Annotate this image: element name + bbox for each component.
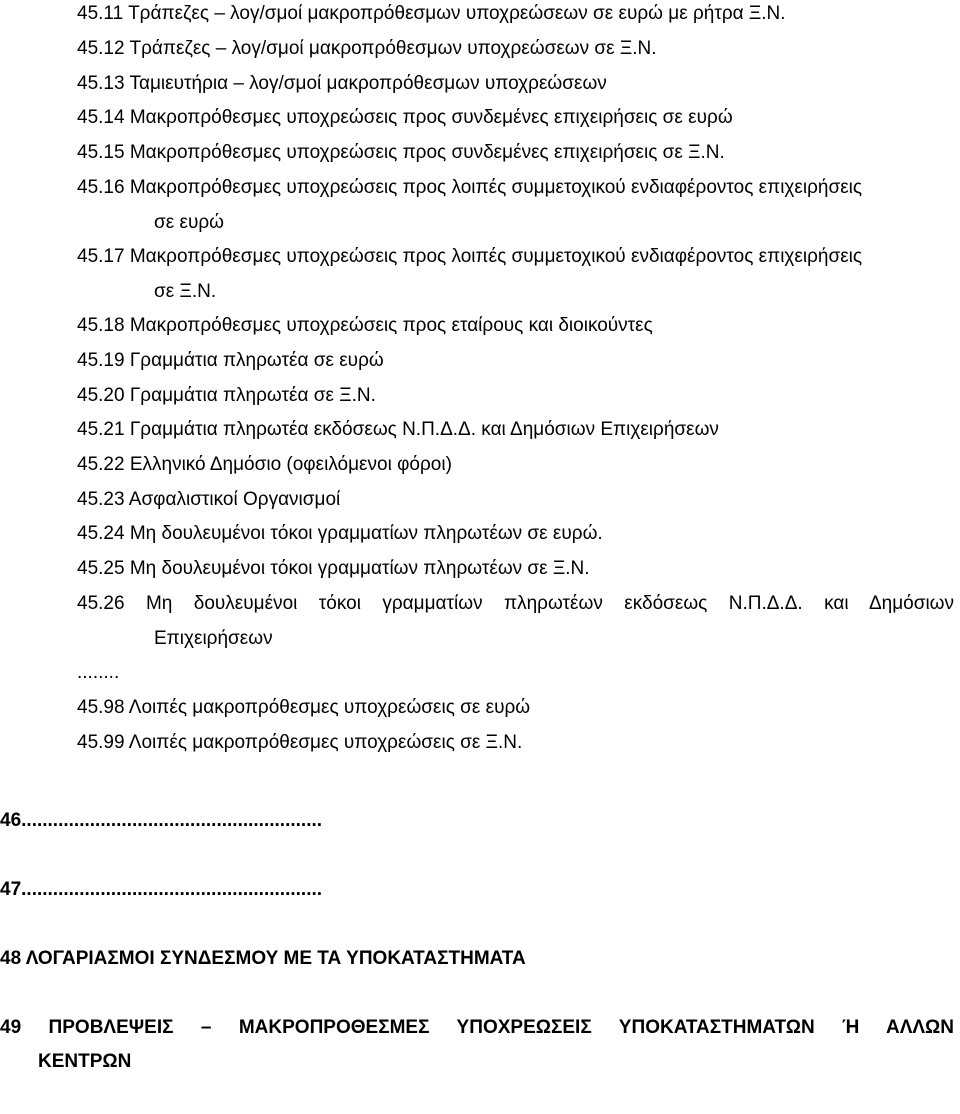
account-45-13: 45.13 Ταμιευτήρια – λογ/σμοί μακροπρόθεσμων υποχρεώσεων xyxy=(77,73,607,94)
account-45-16-line2: σε ευρώ xyxy=(154,212,224,233)
account-45-17-line2: σε Ξ.Ν. xyxy=(154,281,217,302)
ellipsis: ........ xyxy=(77,662,120,683)
account-45-11: 45.11 Τράπεζες – λογ/σμοί μακροπρόθεσμων υποχρεώσεων σε ευρώ με ρήτρα Ξ.Ν. xyxy=(77,3,786,24)
account-45-17 xyxy=(77,245,954,304)
account-45-26-line1: 45.26 Μη δουλευμένοι τόκοι γραμματίων πληρωτέων εκδόσεως Ν.Π.Δ.Δ. και Δημόσιων xyxy=(77,593,954,614)
account-45-25: 45.25 Μη δουλευμένοι τόκοι γραμματίων πληρωτέων σε Ξ.Ν. xyxy=(77,558,590,579)
account-45-23: 45.23 Ασφαλιστικοί Οργανισμοί xyxy=(77,489,341,510)
account-45-17-line1: 45.17 Μακροπρόθεσμες υποχρεώσεις προς λοιπές συμμετοχικού ενδιαφέροντος επιχειρήσεις xyxy=(77,246,863,267)
account-45-20: 45.20 Γραμμάτια πληρωτέα σε Ξ.Ν. xyxy=(77,385,376,406)
account-45-22: 45.22 Ελληνικό Δημόσιο (οφειλόμενοι φόροι) xyxy=(77,454,452,475)
account-45-16 xyxy=(77,176,954,235)
heading-48: 48 ΛΟΓΑΡΙΑΣΜΟΙ ΣΥΝΔΕΣΜΟΥ ΜΕ ΤΑ ΥΠΟΚΑΤΑΣΤΗΜΑΤΑ xyxy=(0,948,526,969)
account-45-12: 45.12 Τράπεζες – λογ/σμοί μακροπρόθεσμων υποχρεώσεων σε Ξ.Ν. xyxy=(77,38,657,59)
account-45-18: 45.18 Μακροπρόθεσμες υποχρεώσεις προς εταίρους και διοικούντες xyxy=(77,315,653,336)
account-45-14: 45.14 Μακροπρόθεσμες υποχρεώσεις προς συνδεμένες επιχειρήσεις σε ευρώ xyxy=(77,107,733,128)
account-45-16-line1: 45.16 Μακροπρόθεσμες υποχρεώσεις προς λοιπές συμμετοχικού ενδιαφέροντος επιχειρήσεις xyxy=(77,177,863,198)
heading-49-line1: 49 ΠΡΟΒΛΕΨΕΙΣ – ΜΑΚΡΟΠΡΟΘΕΣΜΕΣ ΥΠΟΧΡΕΩΣΕΙΣ ΥΠΟΚΑΤΑΣΤΗΜΑΤΩΝ Ή ΑΛΛΩΝ xyxy=(0,1017,954,1038)
account-45-21: 45.21 Γραμμάτια πληρωτέα εκδόσεως Ν.Π.Δ.Δ. και Δημόσιων Επιχειρήσεων xyxy=(77,419,719,440)
account-45-26-line2: Επιχειρήσεων xyxy=(154,628,273,649)
account-45-99: 45.99 Λοιπές μακροπρόθεσμες υποχρεώσεις σε Ξ.Ν. xyxy=(77,732,523,753)
heading-49 xyxy=(0,1016,954,1074)
account-45-98: 45.98 Λοιπές μακροπρόθεσμες υποχρεώσεις σε ευρώ xyxy=(77,697,531,718)
account-45-19: 45.19 Γραμμάτια πληρωτέα σε ευρώ xyxy=(77,350,384,371)
heading-49-line2: ΚΕΝΤΡΩΝ xyxy=(38,1051,132,1072)
account-45-26 xyxy=(77,592,954,651)
account-45-24: 45.24 Μη δουλευμένοι τόκοι γραμματίων πληρωτέων σε ευρώ. xyxy=(77,523,603,544)
heading-46: 46......................................................... xyxy=(0,810,323,831)
account-45-15: 45.15 Μακροπρόθεσμες υποχρεώσεις προς συνδεμένες επιχειρήσεις σε Ξ.Ν. xyxy=(77,142,725,163)
heading-47: 47......................................................... xyxy=(0,879,323,900)
